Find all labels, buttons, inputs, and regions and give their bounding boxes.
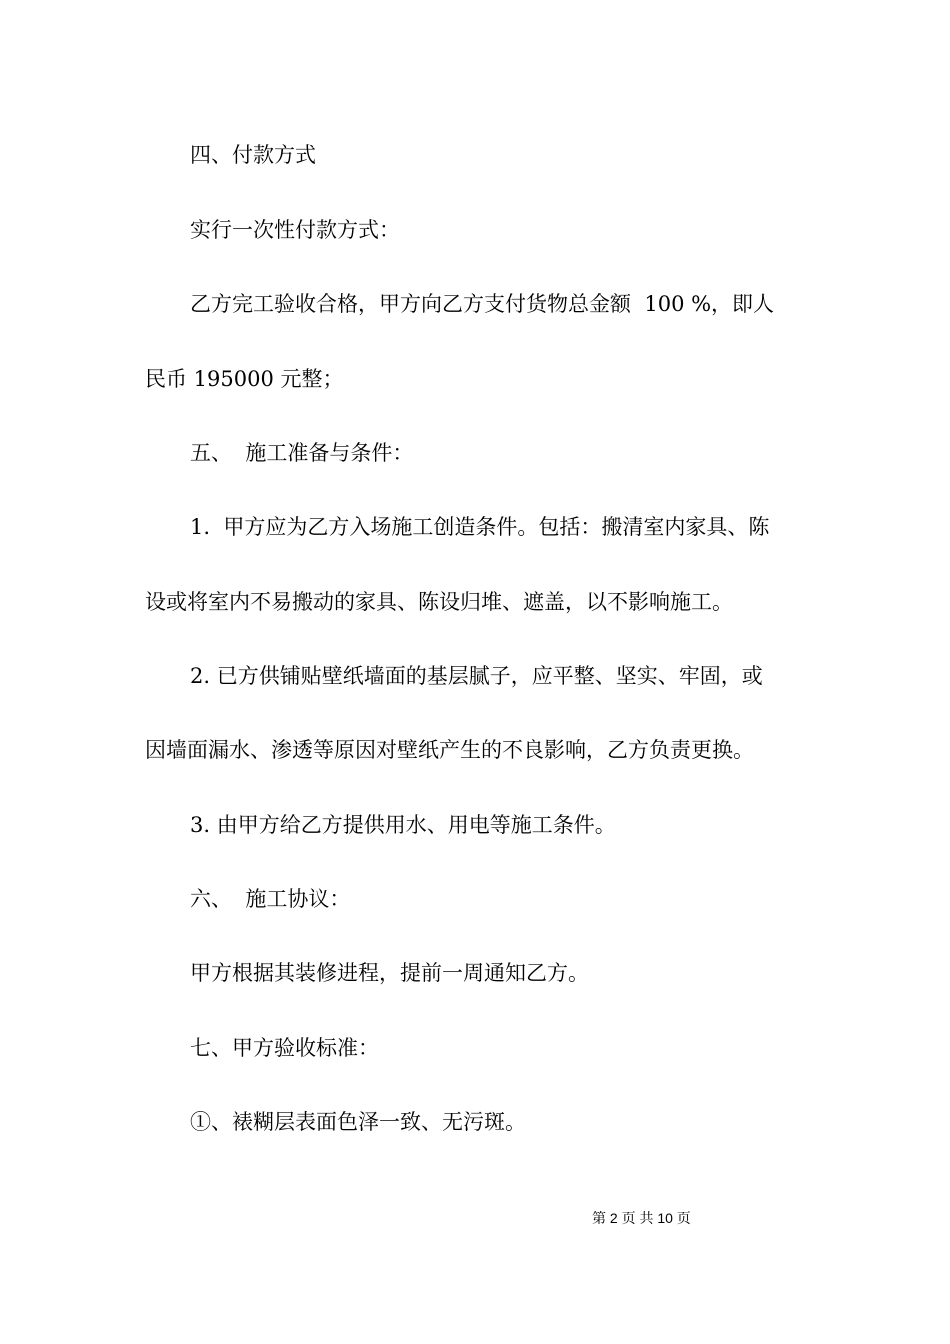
paragraph-line: 民币 195000 元整；: [145, 367, 344, 391]
paragraph-line: 1. 甲方应为乙方入场施工创造条件。包括：搬清室内家具、陈: [190, 515, 770, 539]
section-heading-payment: 四、付款方式: [190, 143, 316, 167]
paragraph-line: 因墙面漏水、渗透等原因对壁纸产生的不良影响，乙方负责更换。: [145, 738, 754, 762]
section-heading-acceptance: 七、甲方验收标准：: [190, 1036, 379, 1060]
paragraph-line: 甲方根据其装修进程，提前一周通知乙方。: [190, 961, 589, 985]
section-heading-preparation: 五、 施工准备与条件：: [190, 441, 414, 465]
paragraph-line: ①、裱糊层表面色泽一致、无污斑。: [190, 1110, 526, 1134]
section-heading-agreement: 六、 施工协议：: [190, 887, 351, 911]
paragraph-line: 3. 由甲方给乙方提供用水、用电等施工条件。: [190, 813, 616, 837]
paragraph-line: 2. 已方供铺贴壁纸墙面的基层腻子，应平整、坚实、牢固，或: [190, 664, 763, 688]
paragraph-line: 实行一次性付款方式：: [190, 218, 400, 242]
page-number-footer: 第 2 页 共 10 页: [592, 1210, 691, 1226]
paragraph-line: 乙方完工验收合格，甲方向乙方支付货物总金额 100 %，即人: [190, 292, 775, 316]
paragraph-line: 设或将室内不易搬动的家具、陈设归堆、遮盖，以不影响施工。: [145, 590, 733, 614]
